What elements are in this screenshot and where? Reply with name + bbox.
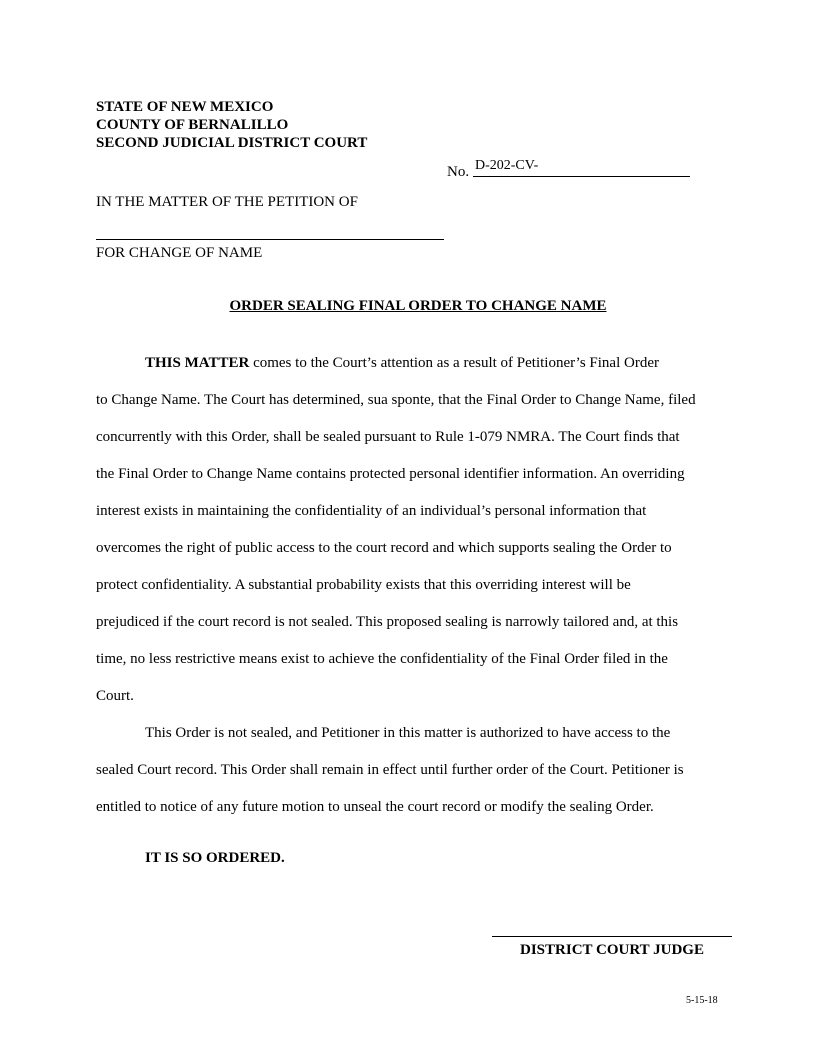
state-name: STATE OF NEW MEXICO	[96, 99, 274, 115]
paragraph-1-line-1: THIS MATTER comes to the Court’s attention as a result of Petitioner’s Final Order	[145, 355, 659, 371]
judge-signature-label: DISTRICT COURT JUDGE	[520, 942, 704, 958]
county-name: COUNTY OF BERNALILLO	[96, 117, 289, 133]
body-line: concurrently with this Order, shall be sealed pursuant to Rule 1-079 NMRA. The Court finds that	[96, 429, 680, 445]
court-name: SECOND JUDICIAL DISTRICT COURT	[96, 135, 368, 151]
body-line: to Change Name. The Court has determined, sua sponte, that the Final Order to Change Name, filed	[96, 392, 696, 408]
body-line: Court.	[96, 688, 134, 704]
petition-caption: IN THE MATTER OF THE PETITION OF	[96, 194, 358, 210]
order-body	[96, 345, 756, 826]
signature-line	[492, 936, 732, 937]
case-number-value: D-202-CV-	[475, 158, 539, 173]
petitioner-name-line	[96, 239, 444, 240]
case-number-line	[473, 176, 690, 177]
body-line: interest exists in maintaining the confidentiality of an individual’s personal information that	[96, 503, 647, 519]
court-header	[96, 98, 367, 152]
body-line: entitled to notice of any future motion to unseal the court record or modify the sealing Order.	[96, 799, 654, 815]
body-line: time, no less restrictive means exist to achieve the confidentiality of the Final Order filed in the	[96, 651, 668, 667]
body-line: protect confidentiality. A substantial probability exists that this overriding interest will be	[96, 577, 631, 593]
body-line: overcomes the right of public access to the court record and which supports sealing the Order to	[96, 540, 672, 556]
body-line: the Final Order to Change Name contains protected personal identifier information. An overriding	[96, 466, 685, 482]
body-line: This Order is not sealed, and Petitioner in this matter is authorized to have access to the	[145, 725, 671, 741]
revision-date: 5-15-18	[686, 995, 718, 1006]
document-title: ORDER SEALING FINAL ORDER TO CHANGE NAME	[229, 298, 607, 314]
body-line: prejudiced if the court record is not sealed. This proposed sealing is narrowly tailored and, at this	[96, 614, 679, 630]
change-of-name-caption: FOR CHANGE OF NAME	[96, 245, 263, 261]
case-number-label: No.	[447, 164, 470, 180]
body-line: sealed Court record. This Order shall remain in effect until further order of the Court. Petitioner is	[96, 762, 684, 778]
so-ordered: IT IS SO ORDERED.	[145, 850, 285, 866]
